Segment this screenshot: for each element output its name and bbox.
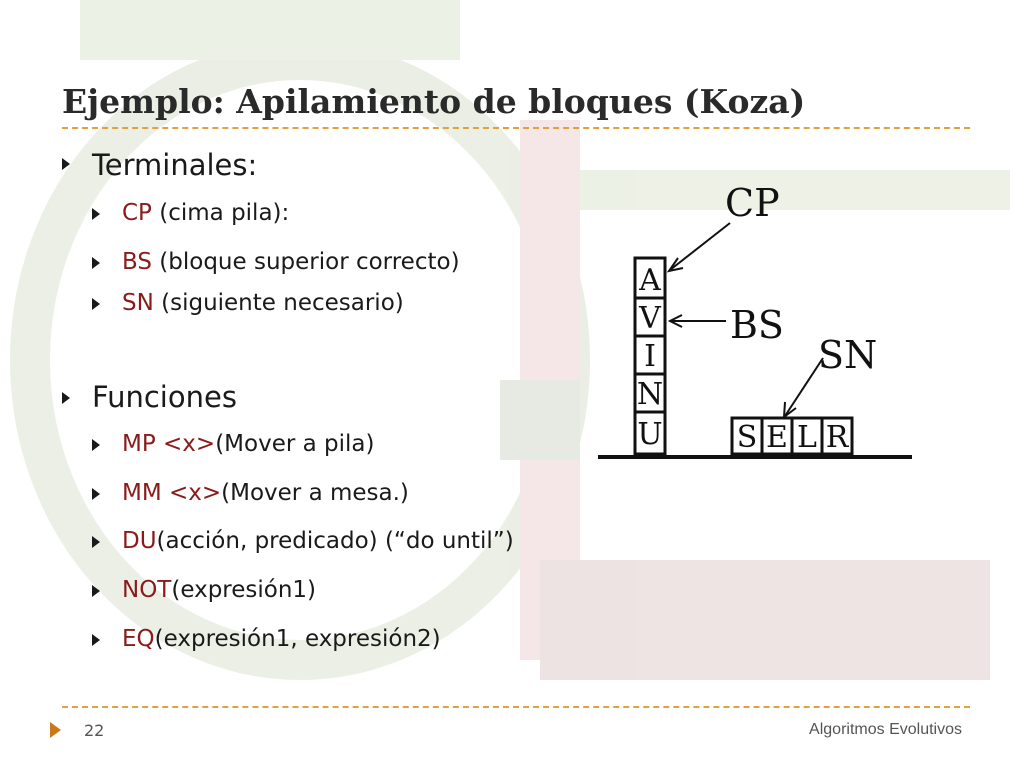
funciones-heading: Funciones — [92, 380, 237, 414]
cp-arrow-icon — [670, 223, 730, 270]
label-cp: CP — [725, 181, 780, 225]
footer-arrow-icon — [50, 722, 61, 738]
bullet-arrow-icon — [92, 585, 100, 597]
bullet-arrow-icon — [92, 634, 100, 646]
terminal-cp — [122, 200, 289, 226]
term-desc: (bloque superior correcto) — [151, 249, 460, 275]
terminal-bs — [122, 249, 460, 275]
stack-letter: U — [637, 417, 663, 452]
blocks-diagram — [590, 178, 920, 468]
term-desc: (siguiente necesario) — [153, 290, 404, 316]
table-letter: E — [766, 420, 788, 455]
bullet-arrow-icon — [92, 488, 100, 500]
table-letter: R — [825, 420, 849, 455]
title-divider-left — [62, 127, 970, 129]
footer-divider — [62, 706, 970, 708]
term-key: BS — [122, 249, 152, 275]
terminales-heading: Terminales: — [92, 148, 258, 182]
label-bs: BS — [730, 303, 784, 347]
term-key: SN — [122, 290, 154, 316]
bullet-arrow-icon — [92, 439, 100, 451]
slide-title: Ejemplo: Apilamiento de bloques (Koza) — [62, 82, 806, 121]
bullet-arrow-icon — [62, 158, 70, 170]
stack-letter: V — [639, 301, 661, 336]
func-desc: (expresión1, expresión2) — [154, 626, 441, 652]
table-letter: S — [736, 420, 758, 455]
func-desc: (Mover a pila) — [215, 431, 375, 457]
page-number: 22 — [84, 721, 105, 740]
func-desc: (Mover a mesa.) — [221, 480, 409, 506]
funcion-mm — [122, 480, 409, 506]
footer-text: Algoritmos Evolutivos — [809, 721, 962, 738]
funcion-eq — [122, 626, 441, 652]
func-key: MP <x> — [122, 431, 216, 457]
funcion-mp — [122, 431, 374, 457]
label-sn: SN — [818, 333, 878, 377]
func-desc: (acción, predicado) (“do until”) — [156, 528, 514, 554]
table-letter: L — [797, 420, 817, 455]
func-key: DU — [122, 528, 157, 554]
term-key: CP — [122, 200, 152, 226]
stack-letter: N — [636, 377, 664, 412]
func-key: EQ — [122, 626, 155, 652]
func-key: NOT — [122, 577, 172, 603]
bullet-arrow-icon — [92, 257, 100, 269]
sn-arrow-icon — [785, 358, 823, 416]
func-desc: (expresión1) — [171, 577, 317, 603]
funcion-du — [122, 528, 514, 554]
bullet-arrow-icon — [62, 392, 70, 404]
bullet-arrow-icon — [92, 298, 100, 310]
terminal-sn — [122, 290, 404, 316]
bullet-arrow-icon — [92, 536, 100, 548]
term-desc: (cima pila): — [151, 200, 290, 226]
funcion-not — [122, 577, 316, 603]
bullet-arrow-icon — [92, 208, 100, 220]
stack-letter: A — [639, 263, 661, 298]
func-key: MM <x> — [122, 480, 222, 506]
stack-letter: I — [644, 339, 656, 374]
